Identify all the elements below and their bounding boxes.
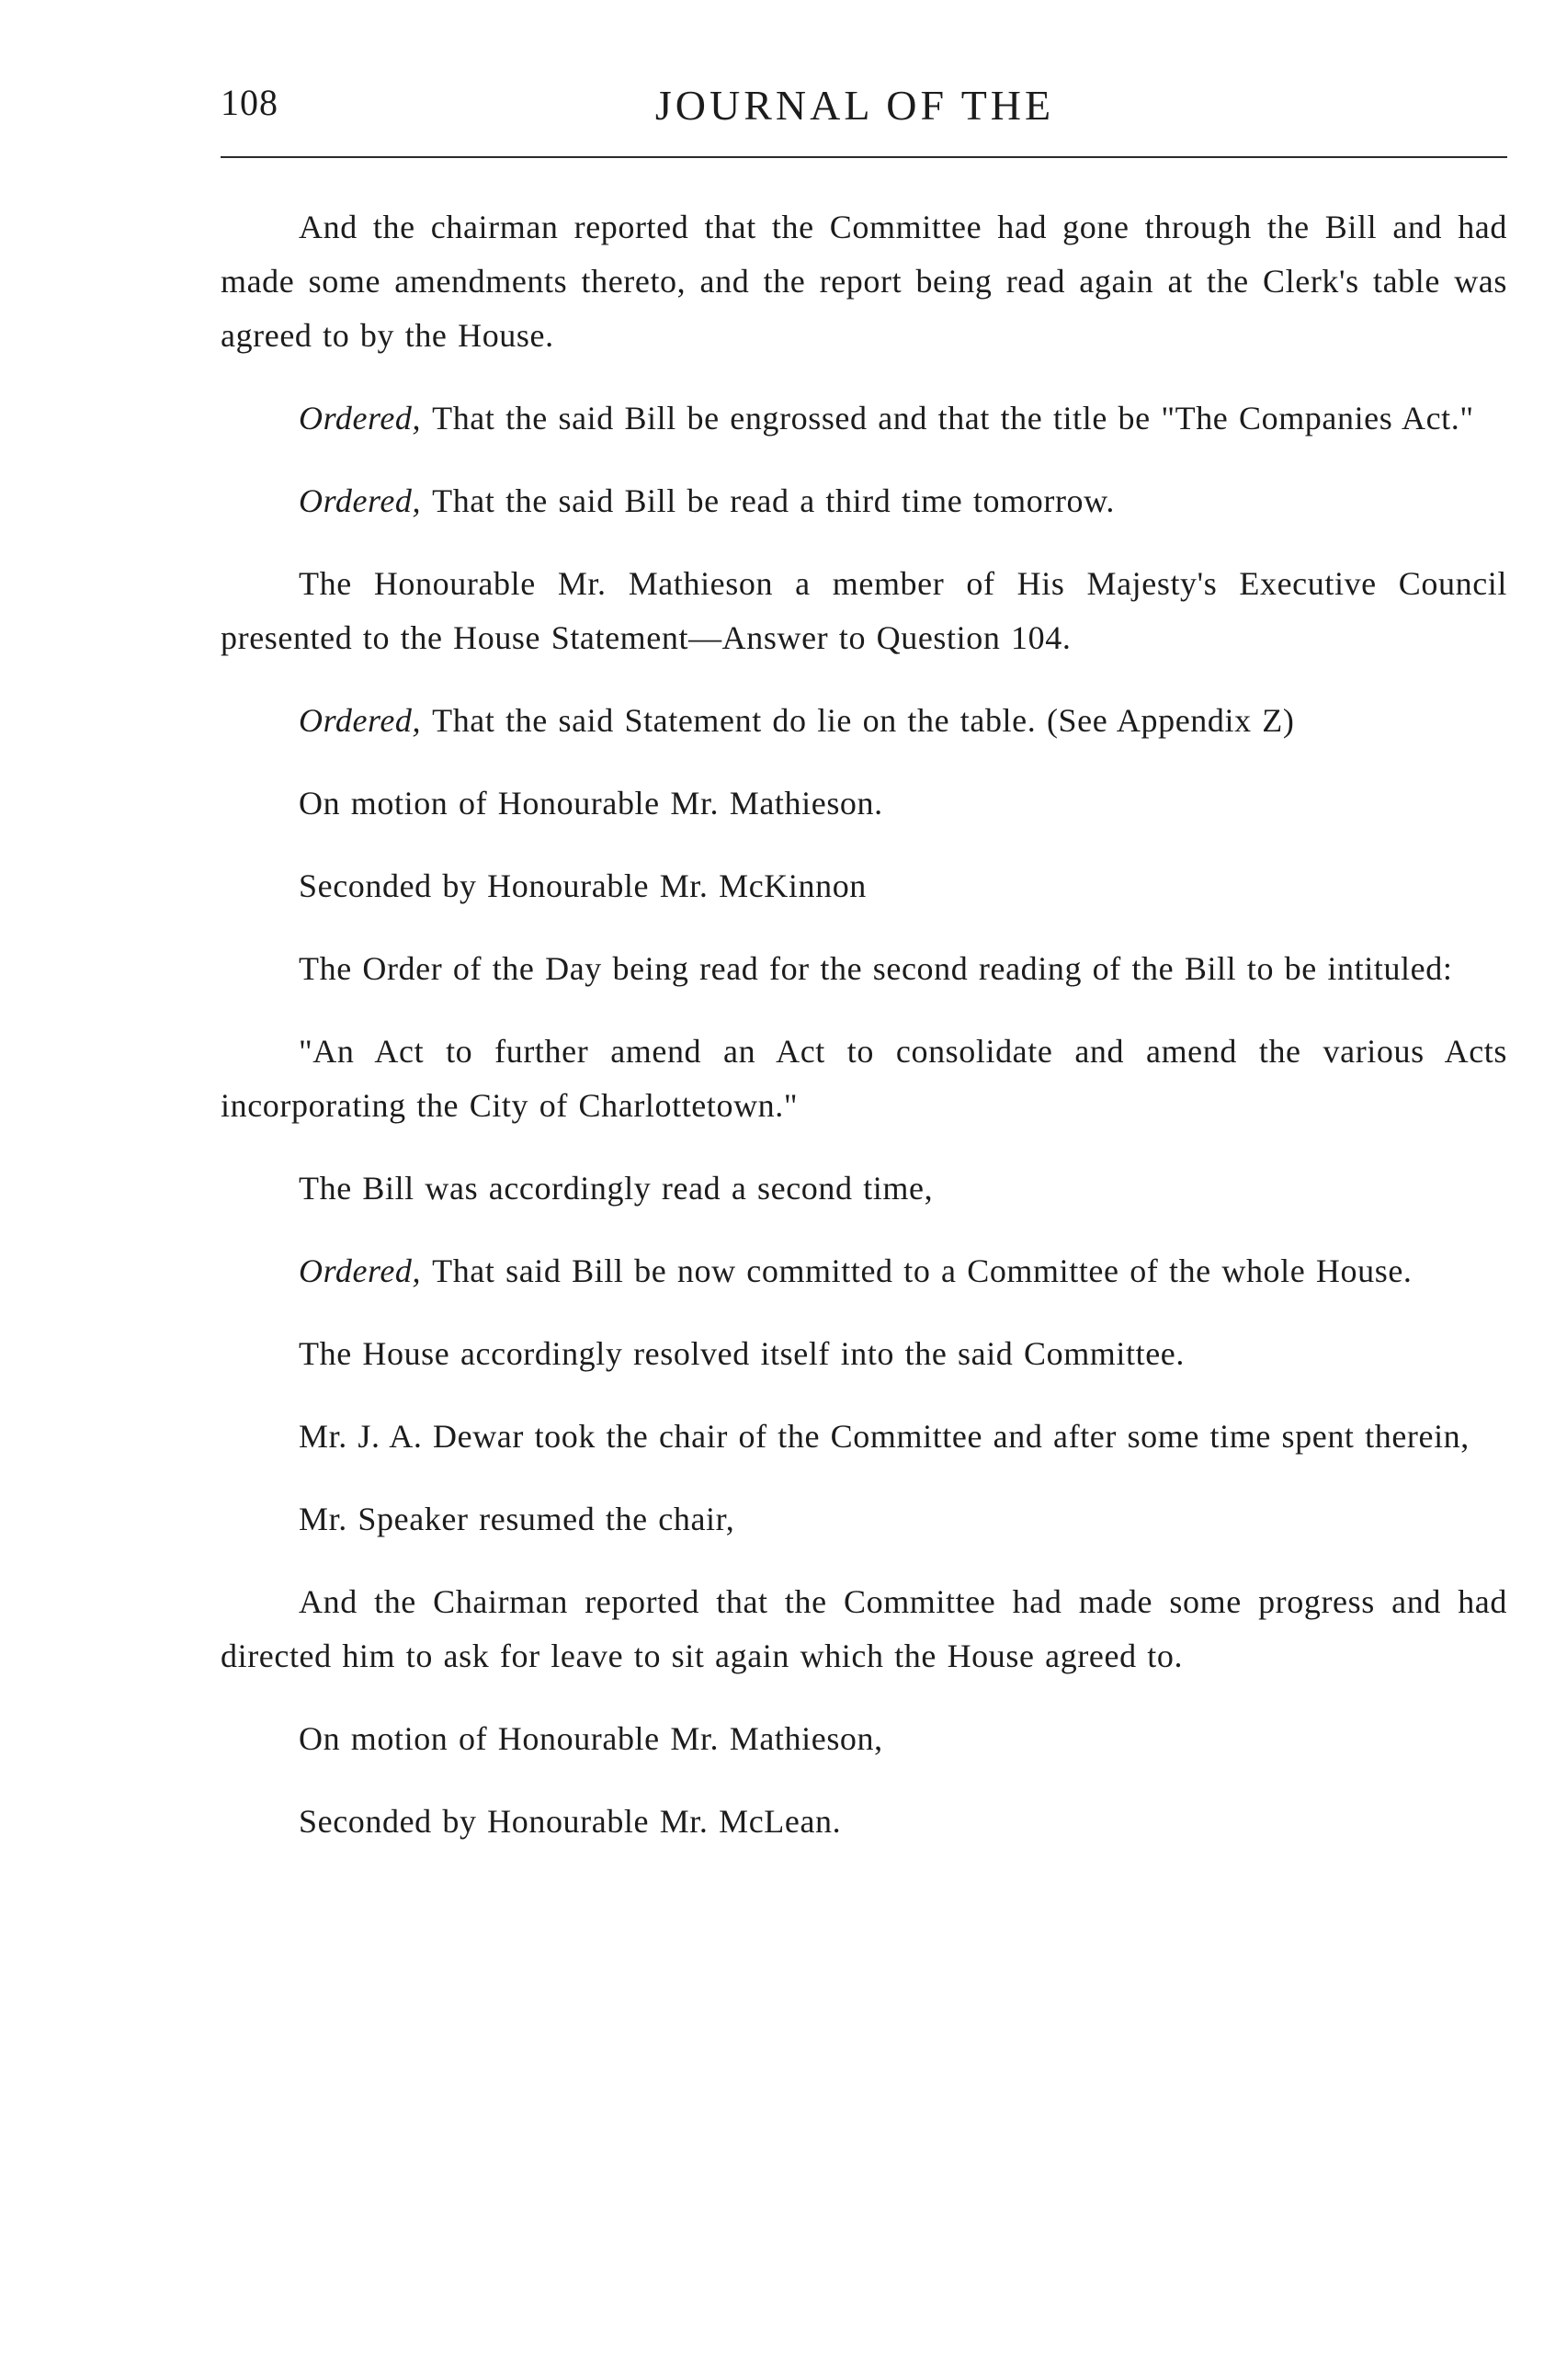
paragraph-chairman-progress: And the Chairman reported that the Committee had made some progress and had directed him to ask for leave to sit again which the House agreed to. — [221, 1583, 1507, 1674]
paragraph-order-third-reading: Ordered, That the said Bill be read a third time tomorrow. — [299, 482, 1115, 519]
paragraph-committee-report: And the chairman reported that the Committee had gone through the Bill and had made some amendments thereto, and the report being read again at the Clerk's table was agreed to by the House. — [221, 209, 1507, 354]
paragraph-motion-2: On motion of Honourable Mr. Mathieson, — [299, 1720, 883, 1757]
paragraph-seconded: Seconded by Honourable Mr. McKinnon — [299, 867, 867, 904]
page-number: 108 — [221, 82, 278, 123]
paragraph-order-engrossed: Ordered, That the said Bill be engrossed and that the title be "The Companies Act." — [299, 400, 1474, 436]
paragraph-motion: On motion of Honourable Mr. Mathieson. — [299, 785, 883, 822]
paragraph-order-committed: Ordered, That said Bill be now committed to a Committee of the whole House. — [299, 1252, 1413, 1289]
paragraph-house-resolved: The House accordingly resolved itself into the said Committee. — [299, 1335, 1185, 1372]
journal-body — [221, 200, 1507, 1877]
ordered-label: Ordered, — [299, 482, 422, 519]
paragraph-order-lie-on-table: Ordered, That the said Statement do lie on the table. (See Appendix Z) — [299, 702, 1295, 739]
page-header — [221, 81, 1507, 136]
ordered-label: Ordered, — [299, 1252, 422, 1289]
paragraph-statement-presented: The Honourable Mr. Mathieson a member of His Majesty's Executive Council presented to the House Statement—Answer to Question 104. — [221, 565, 1507, 656]
running-head: JOURNAL OF THE — [654, 82, 1055, 129]
ordered-label: Ordered, — [299, 400, 422, 436]
paragraph-speaker-resumed: Mr. Speaker resumed the chair, — [299, 1501, 735, 1537]
paragraph-order-of-day: The Order of the Day being read for the second reading of the Bill to be intituled: — [299, 950, 1453, 987]
header-rule — [221, 156, 1507, 158]
paragraph-bill-title: "An Act to further amend an Act to consolidate and amend the various Acts incorporating the City of Charlottetown." — [221, 1033, 1507, 1124]
ordered-label: Ordered, — [299, 702, 422, 739]
paragraph-second-reading: The Bill was accordingly read a second time, — [299, 1170, 934, 1207]
paragraph-seconded-2: Seconded by Honourable Mr. McLean. — [299, 1803, 842, 1840]
paragraph-dewar-chair: Mr. J. A. Dewar took the chair of the Committee and after some time spent therein, — [299, 1418, 1470, 1455]
